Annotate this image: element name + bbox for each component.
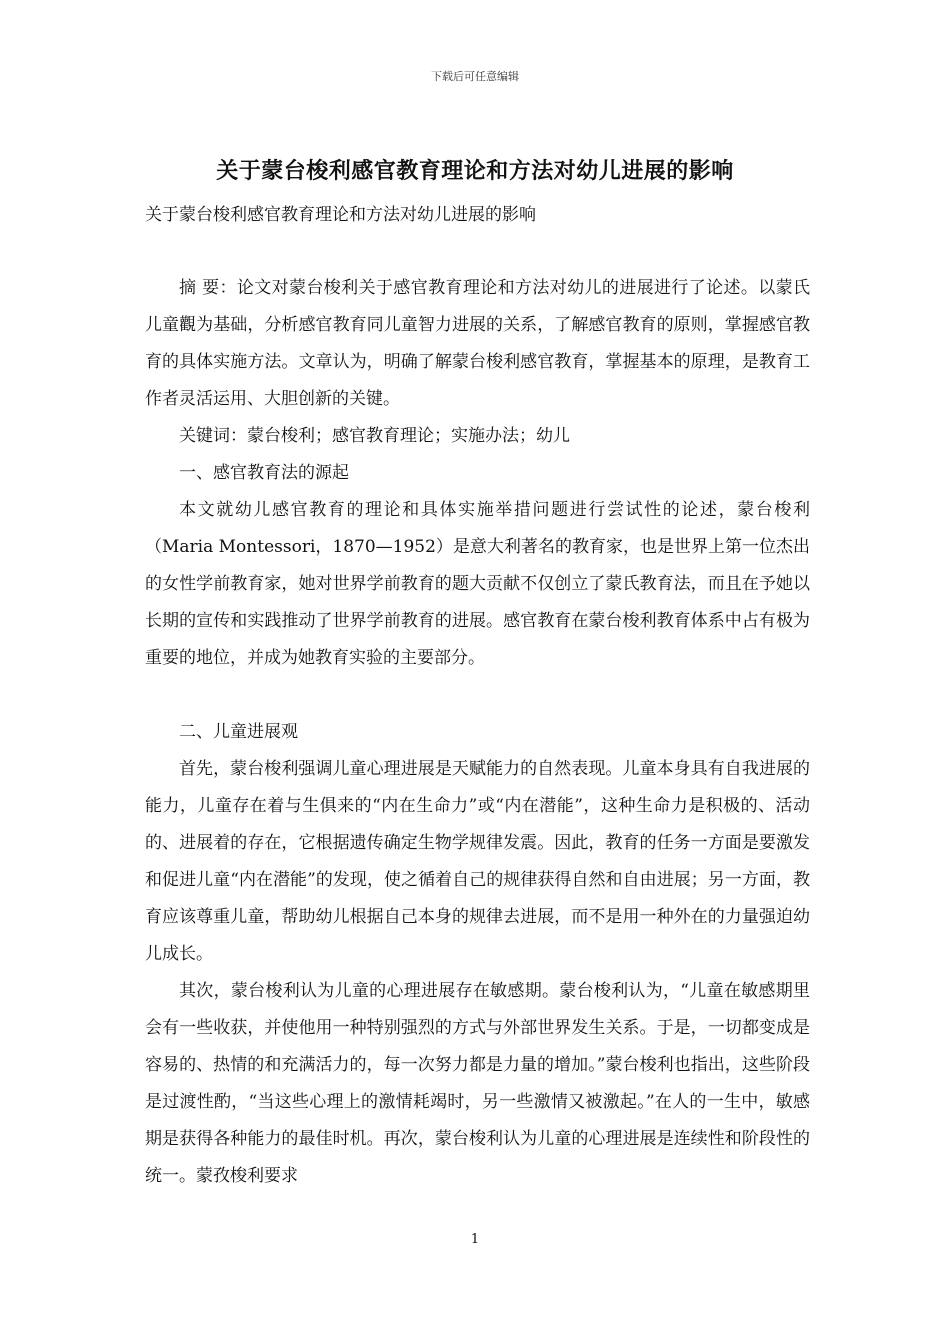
document-body bbox=[145, 270, 810, 1195]
body-paragraph: 首先，蒙台梭利强调儿童心理进展是天赋能力的自然表现。儿童本身具有自我进展的能力，儿童存在着与生俱来的“内在生命力”或“内在潜能”，这种生命力是积极的、活动的、进展着的存在，它根据遗传确定生物学规律发震。因此，教育的任务一方面是要激发和促进儿童“内在潜能”的发现，使之循着自己的规律获得自然和自由进展；另一方面，教育应该尊重儿童，帮助幼儿根据自己本身的规律去进展，而不是用一种外在的力量强迫幼儿成长。 bbox=[145, 759, 810, 964]
document-subtitle: 关于蒙台梭利感官教育理论和方法对幼儿进展的影响 bbox=[145, 205, 536, 225]
body-paragraph: 本文就幼儿感官教育的理论和具体实施举措问题进行尝试性的论述，蒙台梭利（Maria Montessori，1870—1952）是意大利著名的教育家，也是世界上第一位杰出的女性学前教育家，她对世界学前教育的题大贡献不仅创立了蒙氏教育法，而且在予她以长期的宣传和实践推动了世界学前教育的进展。感官教育在蒙台梭利教育体系中占有极为重要的地位，并成为她教育实验的主要部分。 bbox=[145, 500, 810, 668]
page-header-note: 下载后可任意编辑 bbox=[431, 70, 519, 83]
document-title: 关于蒙台梭利感官教育理论和方法对幼儿进展的影响 bbox=[216, 158, 734, 184]
body-paragraph: 其次，蒙台梭利认为儿童的心理进展存在敏感期。蒙台梭利认为，“儿童在敏感期里会有一些收获，并使他用一种特别强烈的方式与外部世界发生关系。于是，一切都变成是容易的、热情的和充满活力的，每一次努力都是力量的增加。”蒙台梭利也指出，这些阶段是过渡性酌，“当这些心理上的激情耗竭时，另一些激情又被激起。”在人的一生中，敏感期是获得各种能力的最佳时机。再次，蒙台梭利认为儿童的心理进展是连续性和阶段性的统一。蒙孜梭利要求 bbox=[145, 981, 810, 1186]
page-number: 1 bbox=[470, 1232, 480, 1247]
section-heading-1: 一、感官教育法的源起 bbox=[179, 463, 349, 483]
section-heading-2: 二、儿童进展观 bbox=[179, 722, 298, 742]
keywords-paragraph: 关键词：蒙台梭利；感官教育理论；实施办法；幼儿 bbox=[179, 426, 570, 446]
abstract-paragraph: 摘 要：论文对蒙台梭利关于感官教育理论和方法对幼儿的进展进行了论述。以蒙氏儿童觀为基础，分析感官教育同儿童智力进展的关系，了解感官教育的原则，掌握感官教育的具体实施方法。文章认为，明确了解蒙台梭利感官教育，掌握基本的原理，是教育工作者灵活运用、大胆创新的关键。 bbox=[145, 278, 810, 409]
